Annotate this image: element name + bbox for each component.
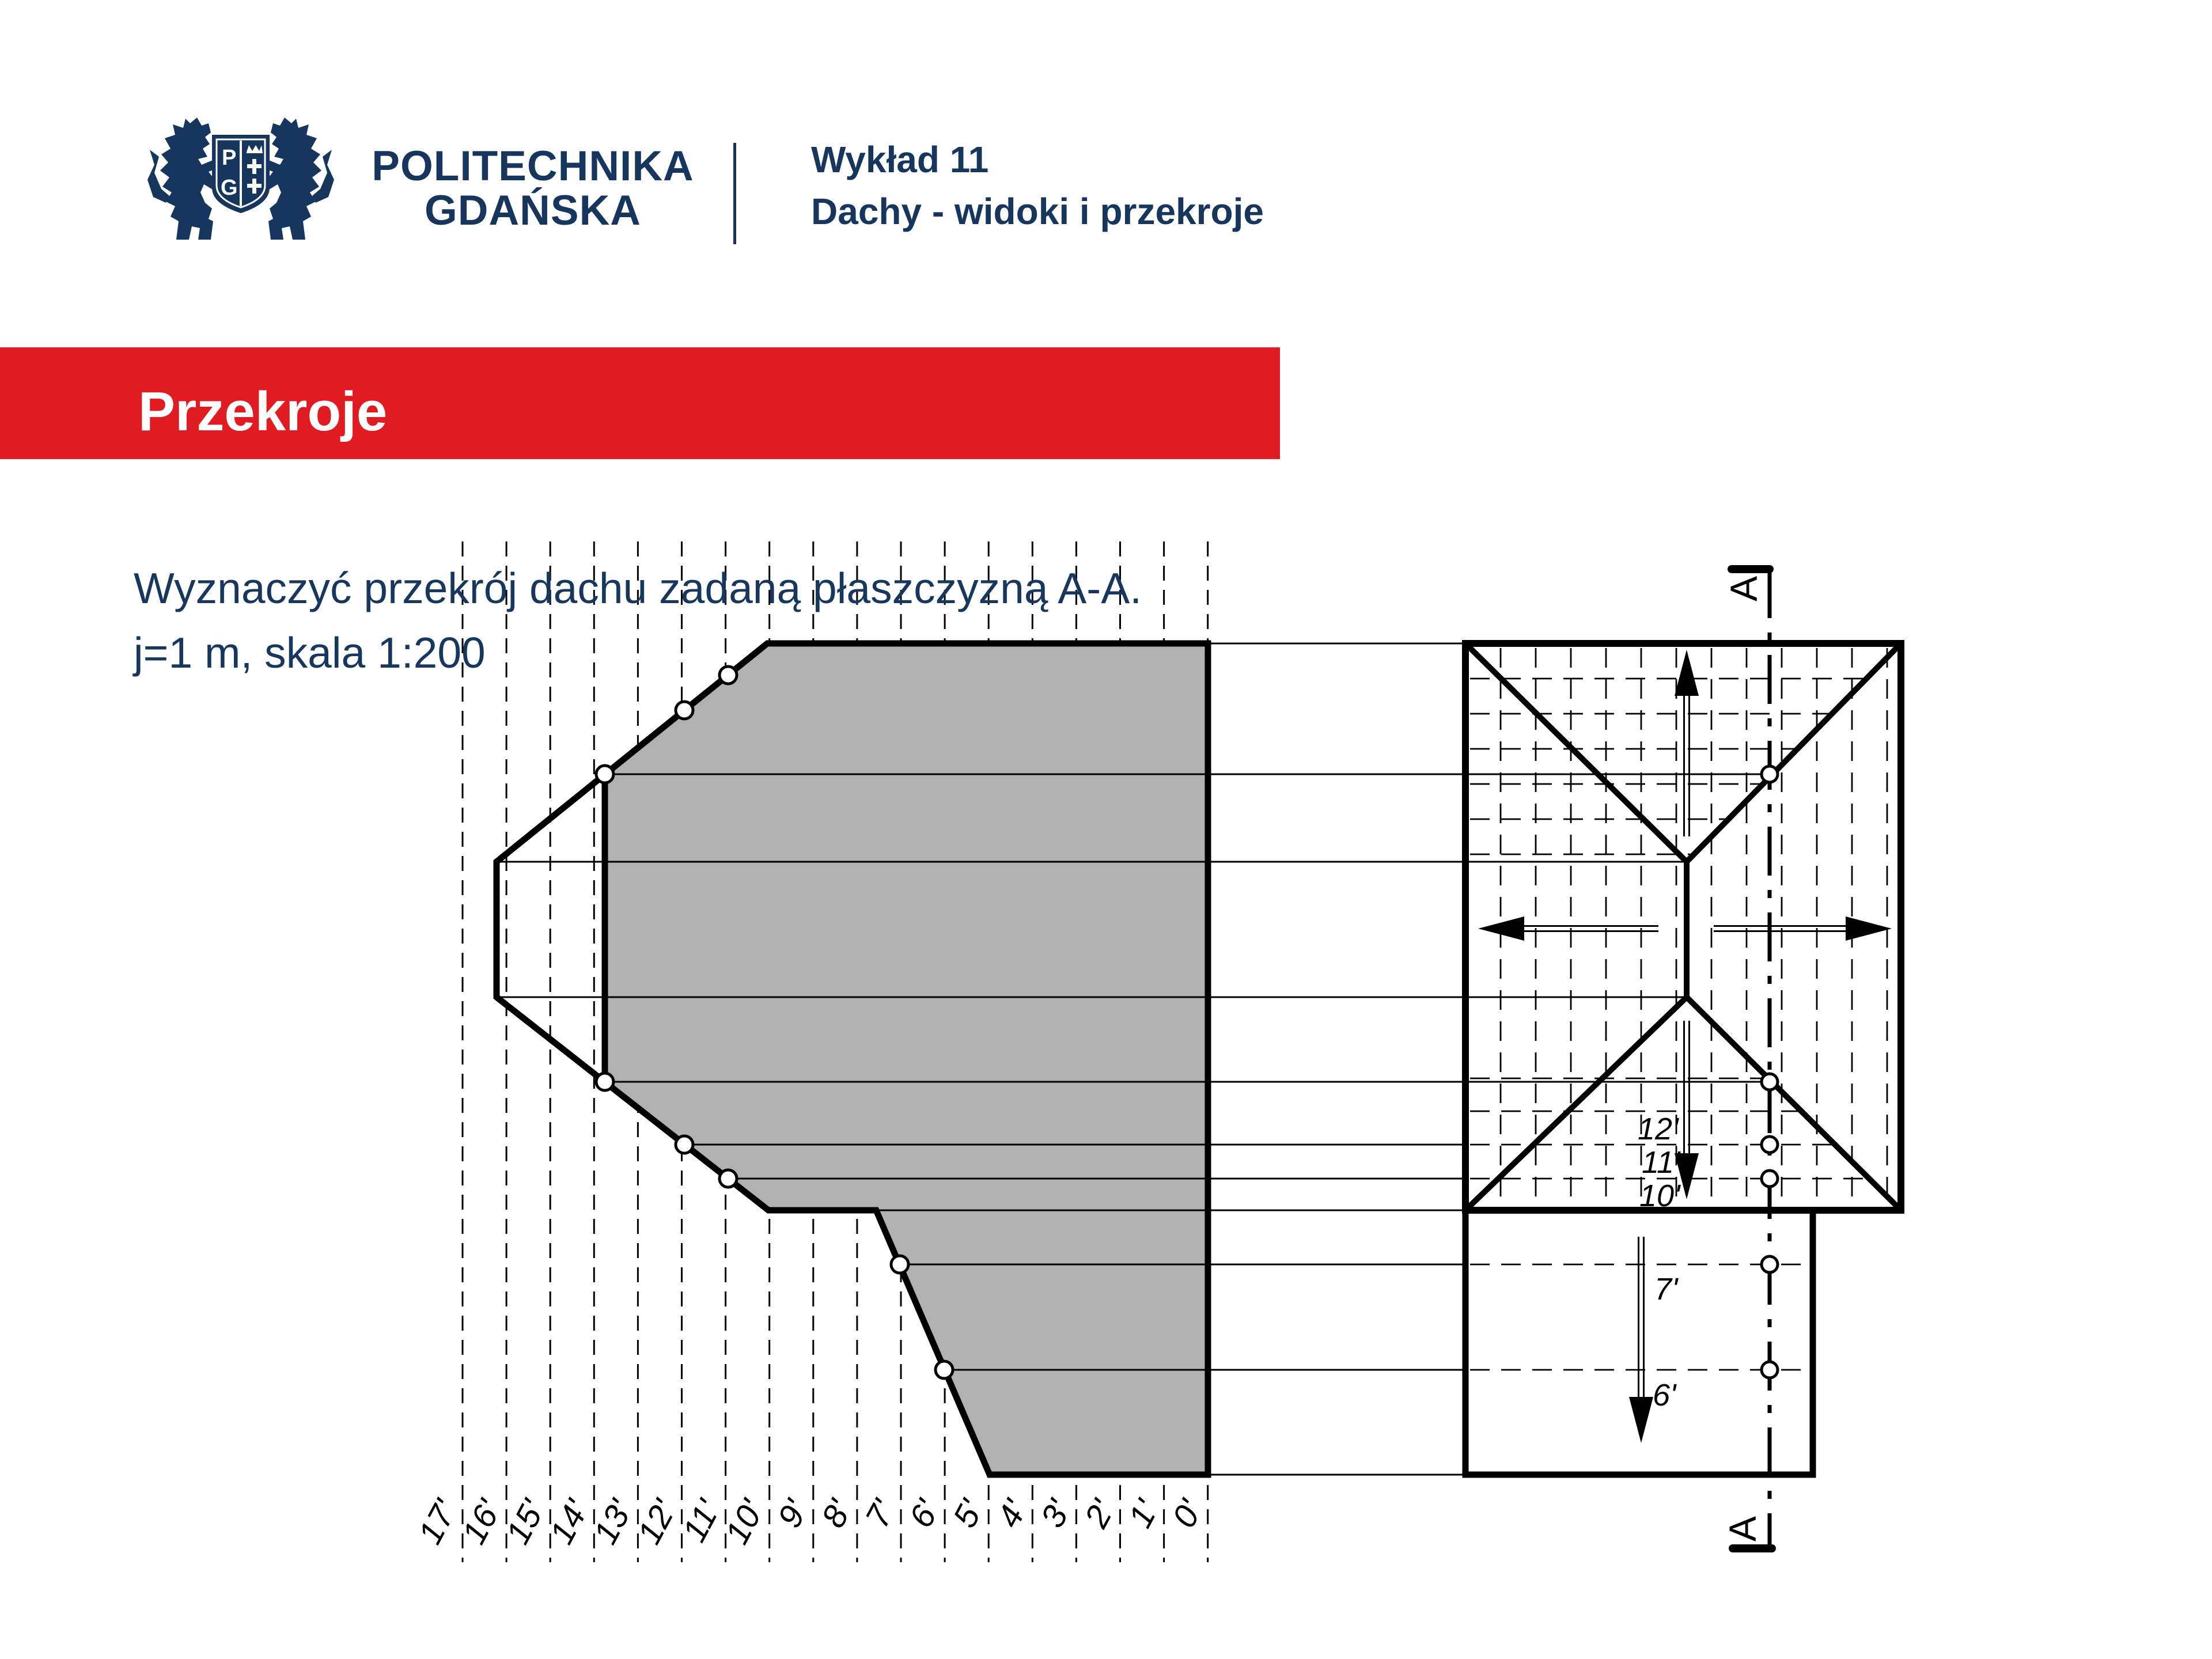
- lecture-title: Dachy - widoki i przekroje: [811, 191, 1264, 232]
- section-plane-label: A: [1722, 575, 1765, 601]
- svg-text:G: G: [221, 176, 238, 200]
- section-fill: [605, 643, 1208, 1475]
- plan-height-label: 7': [1654, 1272, 1678, 1306]
- grid-label: 8': [814, 1494, 859, 1534]
- plan-projection-node: [1762, 1171, 1778, 1187]
- grid-label: 7': [858, 1494, 903, 1534]
- pg-logo: [137, 115, 344, 248]
- university-name-line2: GDAŃSKA: [424, 187, 642, 234]
- plan-projection-node: [1762, 1362, 1778, 1378]
- university-name: [323, 144, 743, 233]
- grid-label: 13': [586, 1494, 640, 1550]
- grid-label: 10': [718, 1494, 772, 1550]
- slope-arrow-down-icon: [1629, 1237, 1653, 1443]
- projection-node: [676, 1136, 693, 1153]
- lecture-number: Wykład 11: [811, 139, 989, 180]
- hip-line: [1465, 643, 1687, 862]
- hip-line: [1687, 643, 1901, 862]
- projection-node: [891, 1256, 908, 1273]
- projection-node: [719, 1170, 737, 1187]
- slope-arrow-left-icon: [1478, 916, 1658, 941]
- grid-label: 0': [1165, 1494, 1210, 1534]
- header-divider: [733, 143, 736, 244]
- projection-node: [596, 766, 613, 783]
- slope-arrow-right-icon: [1714, 916, 1892, 941]
- projection-node: [596, 1073, 613, 1090]
- plan-projection-node: [1762, 766, 1778, 782]
- projection-node: [676, 702, 693, 719]
- grid-label: 15': [498, 1494, 552, 1550]
- plan-height-label: 12': [1638, 1112, 1679, 1146]
- grid-label: 2': [1077, 1494, 1122, 1534]
- plan-height-label: 6': [1653, 1378, 1676, 1412]
- grid-label: 9': [770, 1494, 816, 1534]
- plan-projection-node: [1762, 1137, 1778, 1153]
- grid-label: 16': [454, 1494, 509, 1550]
- grid-label: 5': [945, 1494, 991, 1534]
- plan-projection-node: [1762, 1074, 1778, 1090]
- grid-label: 14': [542, 1494, 596, 1550]
- plan-projection-node: [1762, 1256, 1778, 1272]
- svg-text:P: P: [222, 146, 237, 170]
- plan-height-label: 10': [1639, 1179, 1680, 1213]
- grid-label: 4': [990, 1494, 1035, 1534]
- plan-height-label: 11': [1642, 1145, 1680, 1180]
- grid-label: 3': [1033, 1494, 1078, 1534]
- grid-label: 6': [902, 1494, 947, 1534]
- grid-label: 11': [675, 1494, 728, 1548]
- university-name-line1: POLITECHNIKA: [372, 143, 694, 190]
- task-text-line2: j=1 m, skala 1:200: [134, 628, 486, 677]
- section-plane-label: A: [1721, 1516, 1764, 1541]
- task-text-line1: Wyznaczyć przekrój dachu zadaną płaszczyzną A-A.: [134, 564, 1142, 612]
- grid-label: 12': [630, 1494, 684, 1550]
- shield-icon: [212, 135, 270, 213]
- grid-label: 1': [1121, 1494, 1166, 1534]
- grid-label: 17': [411, 1494, 465, 1550]
- banner-title: Przekroje: [138, 381, 388, 442]
- projection-node: [935, 1361, 953, 1378]
- projection-node: [719, 666, 737, 684]
